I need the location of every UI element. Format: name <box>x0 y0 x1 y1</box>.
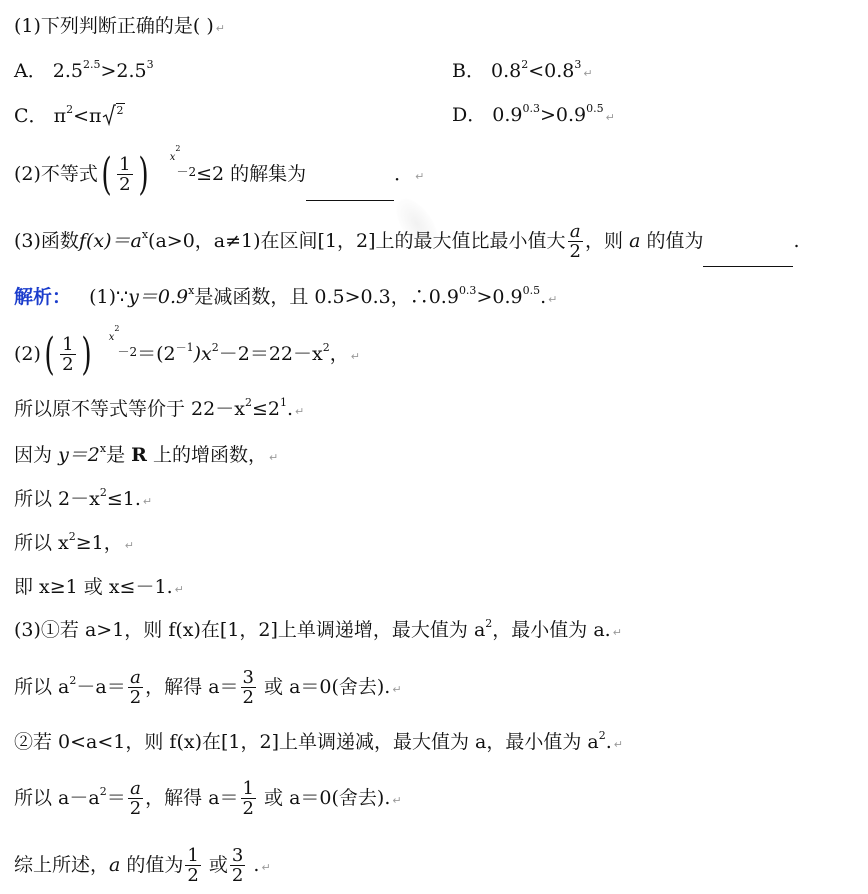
sol-l2-exp-sup: 2 <box>114 324 120 333</box>
option-d-base2: 0.9 <box>555 104 587 126</box>
q3-fraction <box>568 223 583 261</box>
sol-l7: 即 x≥1 或 x≤－1. <box>14 576 173 598</box>
option-c-op: < <box>73 105 90 127</box>
q2-exp <box>169 144 181 163</box>
return-mark-icon: ↵ <box>215 22 225 35</box>
q3-fx: f(x)＝a <box>78 230 142 252</box>
sol-l5-sup: 2 <box>99 486 107 499</box>
sol-l1b-sup: x <box>188 284 195 297</box>
option-b-label: B． <box>452 60 485 82</box>
sol-l9d: 或 a＝0(舍去). <box>264 676 391 698</box>
sol-l12b: a <box>109 854 121 876</box>
sol-l3b: ≤2 <box>251 398 280 420</box>
q3-answer-blank <box>703 216 793 267</box>
return-mark-icon: ↵ <box>350 350 360 363</box>
sol-l12-num2: 3 <box>231 845 244 866</box>
option-a-base2: 2.5 <box>116 60 147 82</box>
sol-l11-den2: 2 <box>242 798 254 819</box>
sol-l2-rest4: ， <box>329 343 349 365</box>
q2-frac-den: 2 <box>119 174 131 195</box>
sol-l1c: 是减函数，且 0.5>0.3，∴0.9 <box>194 286 459 308</box>
sol-line-11 <box>14 773 402 826</box>
sol-l6: 所以 x <box>14 532 69 554</box>
sol-l9-frac1 <box>128 669 143 707</box>
q3-frac-num: a <box>569 221 581 242</box>
sol-l9b: －a＝ <box>76 676 126 698</box>
right-paren: ) <box>80 329 92 381</box>
sol-l2-rest-sup: －1 <box>175 341 194 354</box>
q2-rest: ≤2 的解集为 <box>196 163 307 185</box>
q1-option-b <box>452 59 593 86</box>
q3-a: a <box>629 230 641 252</box>
sol-line-5 <box>14 487 152 514</box>
sol-l10-sup: 2 <box>598 729 606 742</box>
sol-l10b: . <box>605 731 612 753</box>
sqrt-symbol <box>102 103 125 128</box>
sol-l9a: 所以 a <box>14 676 70 698</box>
option-c-radicand: 2 <box>116 104 124 117</box>
q2-exp-minus: －2 <box>176 165 197 179</box>
option-d-exp2: 0.5 <box>586 102 604 115</box>
sol-l9a-sup: 2 <box>69 674 77 687</box>
q3-tail: . <box>793 230 800 252</box>
sol-l11-frac2 <box>241 780 256 818</box>
sol-l12-den2: 2 <box>231 865 244 886</box>
sol-l11b: ＝ <box>106 787 126 809</box>
return-mark-icon: ↵ <box>583 67 593 80</box>
option-b-base1: 0.8 <box>491 60 522 82</box>
sol-line-3 <box>14 397 304 424</box>
sol-l9c: ，解得 a＝ <box>145 676 239 698</box>
option-a-op: > <box>100 60 117 82</box>
sol-l2-rest3-sup: 2 <box>322 341 330 354</box>
q2-exp-x-sup: 2 <box>175 144 181 153</box>
sol-l2-fraction <box>60 336 75 374</box>
sol-l2-rest2: )x <box>193 343 212 365</box>
q2-frac-num: 1 <box>119 154 131 175</box>
sol-l8: (3)①若 a>1，则 f(x)在[1，2]上单调递增，最大值为 a <box>14 619 486 641</box>
sol-l2-prefix: (2) <box>14 343 41 365</box>
return-mark-icon: ↵ <box>392 794 402 807</box>
sol-l9-num2: 3 <box>242 667 254 688</box>
sol-line-6 <box>14 531 134 558</box>
sol-l3-sup: 2 <box>244 396 252 409</box>
q2-stem <box>14 144 425 204</box>
sol-l8b: ，最小值为 a. <box>492 619 611 641</box>
option-a-exp1: 2.5 <box>83 58 101 71</box>
sol-l12-den: 2 <box>187 865 199 886</box>
option-a-base1: 2.5 <box>52 60 83 82</box>
q3-frac-den: 2 <box>569 241 581 262</box>
return-mark-icon: ↵ <box>392 683 402 696</box>
sol-l12-num: 1 <box>187 845 199 866</box>
q2-fraction <box>117 156 132 194</box>
radical-sign-icon <box>102 103 116 127</box>
sol-l12e: . <box>253 854 260 876</box>
sol-l4a: 因为 <box>14 444 53 466</box>
sol-l12-frac2 <box>230 847 245 885</box>
sol-l11-frac1 <box>128 780 143 818</box>
option-b-base2: 0.8 <box>544 60 575 82</box>
sol-l11a: 所以 a－a <box>14 787 100 809</box>
q1-option-c <box>14 103 125 128</box>
sol-l11d: 或 a＝0(舍去). <box>264 787 391 809</box>
sol-l11a-sup: 2 <box>99 785 107 798</box>
sol-l1d-sup: 0.5 <box>522 284 541 297</box>
sol-line-8 <box>14 618 622 645</box>
sol-l12-frac1 <box>185 847 200 885</box>
left-paren: ( <box>101 149 112 201</box>
sol-l1a: (1)∵ <box>89 286 129 308</box>
sol-line-2 <box>14 324 360 384</box>
q1-stem <box>14 14 225 41</box>
option-a-label: A． <box>14 60 47 82</box>
option-b-exp2: 3 <box>574 58 582 71</box>
q3-rest2: 的值为 <box>646 230 704 252</box>
sol-l9-den: 2 <box>129 687 142 708</box>
q2-exp-x: x <box>169 152 176 163</box>
option-d-label: D． <box>452 104 487 126</box>
sol-l8-sup: 2 <box>485 617 493 630</box>
sol-l11-num: a <box>130 778 141 799</box>
sol-l4d: R <box>131 444 147 466</box>
option-d-base1: 0.9 <box>492 104 523 126</box>
option-c-base2: π <box>89 105 102 127</box>
sol-l1c-sup: 0.3 <box>458 284 477 297</box>
option-b-op: < <box>528 60 545 82</box>
return-mark-icon: ↵ <box>548 293 558 306</box>
option-d-exp1: 0.3 <box>522 102 540 115</box>
sol-l5b: ≤1. <box>106 488 141 510</box>
option-c-label: C． <box>14 105 48 127</box>
left-paren: ( <box>44 329 55 381</box>
q3-fx-sup: x <box>141 228 149 241</box>
sol-line-4 <box>14 443 278 470</box>
sol-l9-frac2 <box>241 669 256 707</box>
sol-l2-rest2-sup: 2 <box>211 341 219 354</box>
q2-answer-blank <box>306 148 394 201</box>
return-mark-icon: ↵ <box>415 170 425 183</box>
sol-l1b: y＝0.9 <box>128 286 189 308</box>
sol-l9-num: a <box>130 667 141 688</box>
option-c-exp1: 2 <box>66 103 74 116</box>
sol-l11c: ，解得 a＝ <box>145 787 239 809</box>
sol-l2-exp-x: x <box>108 332 115 343</box>
sol-l2-num: 1 <box>62 334 74 355</box>
return-mark-icon: ↵ <box>142 495 153 508</box>
solution-label: 解析： <box>14 286 72 308</box>
sol-line-7 <box>14 575 184 602</box>
sol-l11-den: 2 <box>129 798 142 819</box>
sol-l3: 所以原不等式等价于 22－x <box>14 398 245 420</box>
q3-prefix: (3)函数 <box>14 230 79 252</box>
sol-l12d: 或 <box>208 854 228 876</box>
sol-l4b-sup: x <box>99 442 107 455</box>
sol-line-10 <box>14 730 623 757</box>
sol-l3b-sup: 1 <box>279 396 287 409</box>
right-paren: ) <box>137 149 149 201</box>
option-c-base1: π <box>53 105 67 127</box>
sol-l9-den2: 2 <box>242 687 254 708</box>
sol-l4c: 是 <box>106 444 126 466</box>
sol-l4b: y＝2 <box>58 444 100 466</box>
return-mark-icon: ↵ <box>295 405 305 418</box>
sol-l6-sup: 2 <box>68 530 76 543</box>
sol-l5: 所以 2－x <box>14 488 100 510</box>
sol-l10: ②若 0<a<1，则 f(x)在[1，2]上单调递减，最大值为 a，最小值为 a <box>14 731 599 753</box>
sol-l2-rest: ＝(2 <box>137 343 176 365</box>
return-mark-icon: ↵ <box>613 738 623 751</box>
sol-l2-exp <box>108 324 120 343</box>
sol-l12c: 的值为 <box>126 854 184 876</box>
q1-option-d <box>452 103 615 130</box>
option-d-op: > <box>540 104 556 126</box>
sol-l4e: 上的增函数， <box>153 444 268 466</box>
sol-l2-rest3: －2＝22－x <box>218 343 323 365</box>
return-mark-icon: ↵ <box>605 111 615 124</box>
return-mark-icon: ↵ <box>612 626 622 639</box>
q3-rest: ，则 <box>585 230 624 252</box>
sol-l12a: 综上所述， <box>14 854 110 876</box>
q1-option-a <box>14 59 154 83</box>
option-b-exp1: 2 <box>521 58 529 71</box>
sol-line-1 <box>14 285 557 312</box>
return-mark-icon: ↵ <box>269 451 279 464</box>
q2-prefix: (2)不等式 <box>14 163 98 185</box>
q2-tail: ． <box>394 163 414 185</box>
sol-l2-den: 2 <box>62 354 74 375</box>
sol-l11-num2: 1 <box>242 778 254 799</box>
sol-l1e: . <box>540 286 547 308</box>
sol-l6b: ≥1， <box>75 532 123 554</box>
sol-line-12 <box>14 840 271 893</box>
q3-cond: (a>0，a≠1)在区间[1，2]上的最大值比最小值大 <box>148 230 566 252</box>
q1-stem-text: (1)下列判断正确的是( ) <box>14 15 214 37</box>
sol-l2-exp-minus: －2 <box>117 345 138 359</box>
sol-l1d: >0.9 <box>476 286 523 308</box>
sol-line-9 <box>14 662 402 715</box>
q3-stem <box>14 216 800 267</box>
option-a-exp2: 3 <box>146 58 154 71</box>
sol-l3c: . <box>286 398 293 420</box>
return-mark-icon: ↵ <box>261 861 271 874</box>
return-mark-icon: ↵ <box>124 539 134 552</box>
return-mark-icon: ↵ <box>174 583 184 596</box>
